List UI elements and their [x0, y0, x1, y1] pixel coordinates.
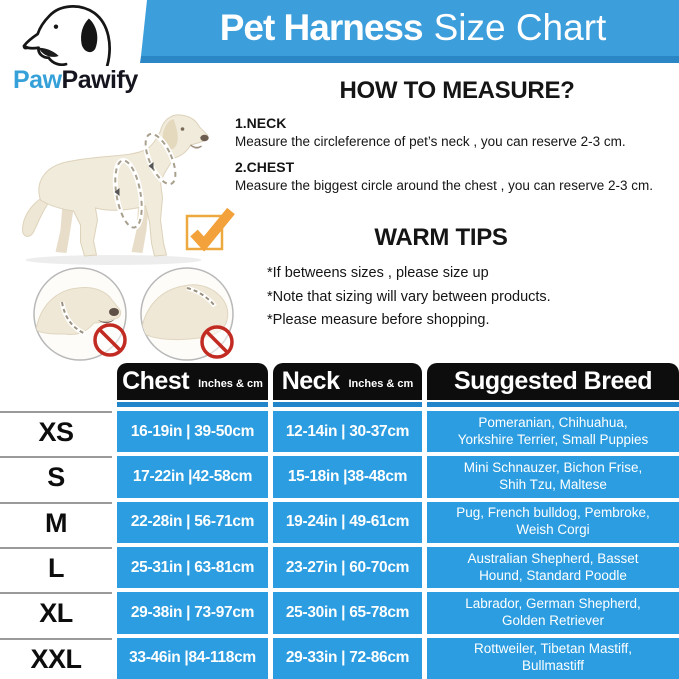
chest-value-xs: 16-19in | 39-50cm	[117, 411, 268, 452]
page-title	[147, 0, 679, 56]
size-label-l: L	[0, 547, 112, 588]
breed-line: Labrador, German Shepherd,	[465, 596, 641, 612]
breed-line: Weish Corgi	[516, 522, 590, 538]
table-corner-spacer	[0, 363, 112, 407]
brand-logo-text	[13, 66, 138, 95]
table-header-chest	[117, 363, 268, 407]
breed-line: Australian Shepherd, Basset	[467, 550, 639, 566]
page-title-bold: Pet Harness	[219, 7, 423, 48]
breed-value-s	[427, 456, 679, 497]
brand-logo-pawify: Pawify	[61, 66, 138, 94]
neck-value-l: 23-27in | 60-70cm	[273, 547, 422, 588]
table-header-breed	[427, 363, 679, 407]
neck-header-units: Inches & cm	[348, 378, 414, 390]
breed-line: Rottweiler, Tibetan Mastiff,	[473, 641, 633, 657]
neck-value-s: 15-18in |38-48cm	[273, 456, 422, 497]
size-table	[0, 363, 679, 679]
breed-line: Shih Tzu, Maltese	[499, 476, 607, 492]
chest-value-xxl: 33-46in |84-118cm	[117, 638, 268, 679]
wrong-measure-inset-chest	[135, 264, 247, 364]
chest-value-m: 22-28in | 56-71cm	[117, 502, 268, 543]
breed-line: Bullmastiff	[521, 658, 585, 674]
dog-head-logo-icon	[16, 2, 138, 66]
table-header-neck	[273, 363, 422, 407]
warm-tip: *Note that sizing will vary between products.	[267, 288, 551, 305]
warm-tip: *Please measure before shopping.	[267, 312, 490, 328]
measure-step-chest	[235, 159, 679, 193]
no-sign-icon	[202, 327, 232, 357]
neck-header-label: Neck	[281, 367, 340, 395]
brand-logo-paw: Paw	[13, 66, 62, 94]
check-icon	[184, 205, 236, 255]
breed-line: Yorkshire Terrier, Small Puppies	[457, 431, 649, 447]
size-label-m: M	[0, 502, 112, 543]
warm-tips-section	[235, 224, 667, 336]
breed-line: Pug, French bulldog, Pembroke,	[456, 505, 650, 521]
dog-measure-illustration	[8, 102, 213, 267]
measure-step-neck	[235, 115, 679, 149]
how-to-measure-section	[235, 77, 679, 193]
size-label-s: S	[0, 456, 112, 497]
measure-step-chest-text: Measure the biggest circle around the chest , you can reserve 2-3 cm.	[235, 178, 653, 193]
size-label-xs: XS	[0, 411, 112, 452]
breed-line: Mini Schnauzer, Bichon Frise,	[463, 460, 643, 476]
header-underline	[117, 402, 268, 407]
header-underline	[273, 402, 422, 407]
no-sign-icon	[95, 325, 125, 355]
wrong-measure-inset-neck	[28, 264, 140, 364]
size-label-xl: XL	[0, 592, 112, 633]
measure-step-neck-label: 1.NECK	[235, 115, 287, 131]
neck-value-xl: 25-30in | 65-78cm	[273, 592, 422, 633]
breed-value-xxl	[427, 638, 679, 679]
chest-header-units: Inches & cm	[198, 378, 263, 390]
breed-value-xl	[427, 592, 679, 633]
neck-value-m: 19-24in | 49-61cm	[273, 502, 422, 543]
breed-line: Hound, Standard Poodle	[479, 567, 627, 583]
breed-line: Pomeranian, Chihuahua,	[478, 414, 628, 430]
chest-value-xl: 29-38in | 73-97cm	[117, 592, 268, 633]
breed-value-m	[427, 502, 679, 543]
breed-line: Golden Retriever	[501, 612, 605, 628]
breed-value-l	[427, 547, 679, 588]
neck-value-xs: 12-14in | 30-37cm	[273, 411, 422, 452]
measure-step-neck-text: Measure the circleference of pet’s neck , you can reserve 2-3 cm.	[235, 134, 626, 149]
measure-step-chest-label: 2.CHEST	[235, 159, 295, 175]
header-underline	[427, 402, 679, 407]
warm-tip: *If betweens sizes , please size up	[267, 265, 489, 281]
chest-header-label: Chest	[122, 367, 190, 395]
how-to-measure-heading: HOW TO MEASURE?	[339, 77, 575, 104]
page-title-light: Size Chart	[433, 7, 607, 48]
size-label-xxl: XXL	[0, 638, 112, 679]
breed-value-xs	[427, 411, 679, 452]
neck-value-xxl: 29-33in | 72-86cm	[273, 638, 422, 679]
chest-value-s: 17-22in |42-58cm	[117, 456, 268, 497]
breed-header-label: Suggested Breed	[453, 367, 653, 395]
chest-value-l: 25-31in | 63-81cm	[117, 547, 268, 588]
warm-tips-heading: WARM TIPS	[374, 224, 508, 251]
